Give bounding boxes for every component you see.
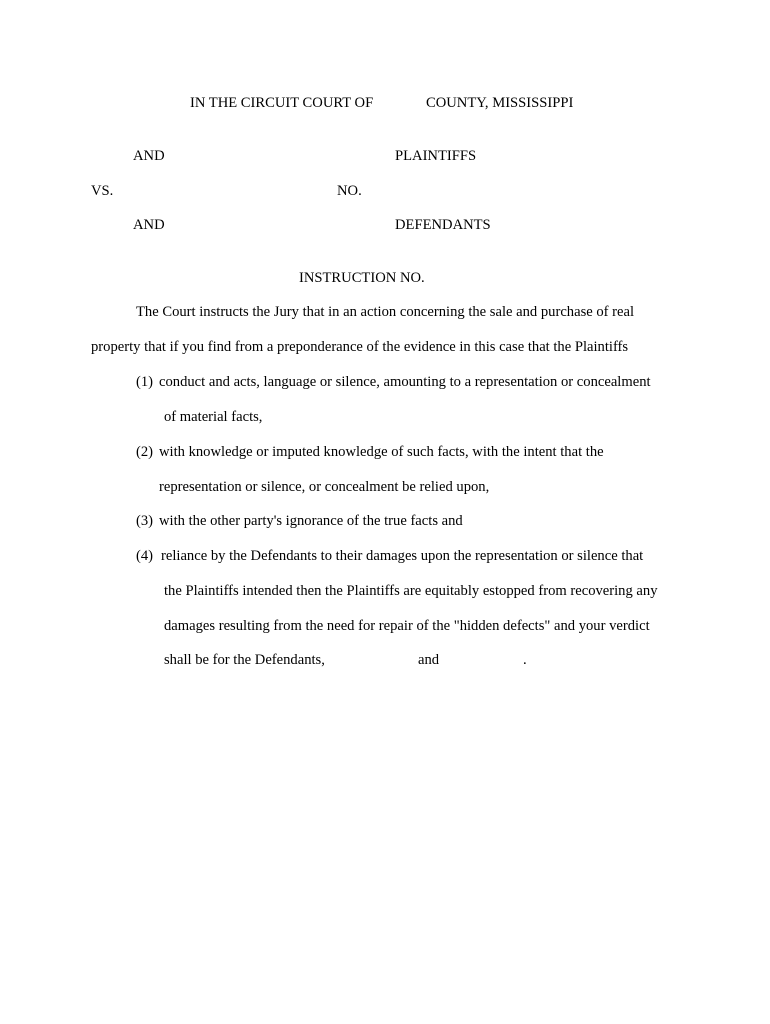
item-2-line-1: with knowledge or imputed knowledge of such facts, with the intent that the (159, 444, 604, 460)
item-number-2: (2) (136, 444, 154, 460)
verdict-and: and (418, 652, 440, 668)
item-4-line-4: shall be for the Defendants, (164, 652, 325, 668)
item-3-line-1: with the other party's ignorance of the true facts and (159, 513, 463, 529)
item-number-4: (4) (136, 548, 154, 564)
case-number-label: NO. (337, 183, 362, 199)
court-heading-prefix: IN THE CIRCUIT COURT OF (190, 95, 374, 111)
instruction-title: INSTRUCTION NO. (299, 270, 425, 286)
defendants-label: DEFENDANTS (395, 217, 491, 233)
item-4-line-3: damages resulting from the need for repair of the "hidden defects" and your verdict (164, 618, 650, 634)
item-number-1: (1) (136, 374, 154, 390)
item-number-3: (3) (136, 513, 154, 529)
verdict-end-period: . (523, 652, 527, 668)
instruction-intro-line-1: The Court instructs the Jury that in an action concerning the sale and purchase of real (136, 304, 635, 320)
item-4-line-1: reliance by the Defendants to their damages upon the representation or silence that (161, 548, 644, 564)
versus-label: VS. (91, 183, 114, 199)
item-4-line-2: the Plaintiffs intended then the Plaintiffs are equitably estopped from recovering any (164, 583, 658, 599)
item-1-line-2: of material facts, (164, 409, 263, 425)
plaintiff-and: AND (133, 148, 165, 164)
plaintiffs-label: PLAINTIFFS (395, 148, 477, 164)
instruction-intro-line-2: property that if you find from a preponderance of the evidence in this case that the Plaintiffs (91, 339, 629, 355)
item-2-line-2: representation or silence, or concealment be relied upon, (159, 479, 490, 495)
item-1-line-1: conduct and acts, language or silence, amounting to a representation or concealment (159, 374, 651, 390)
defendant-and: AND (133, 217, 165, 233)
court-heading-suffix: COUNTY, MISSISSIPPI (426, 95, 574, 111)
